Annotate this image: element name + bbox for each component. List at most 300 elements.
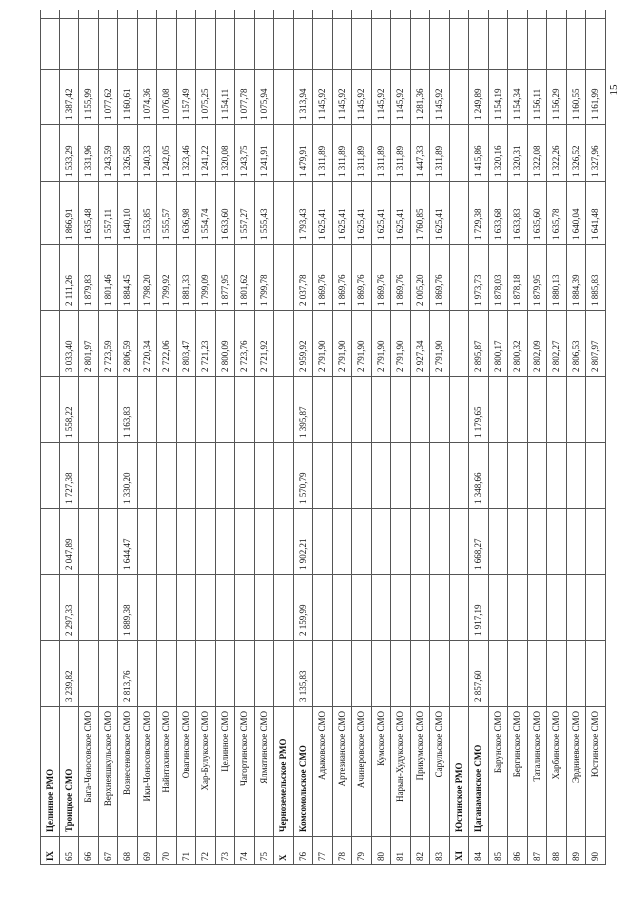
municipality-name-cell: Чагортинское СМО (235, 707, 254, 837)
table-row (489, 10, 509, 865)
value-cell: 2 791,90 (430, 311, 449, 377)
value-cell (450, 575, 469, 641)
value-cell (41, 575, 59, 641)
value-cell: 2 895,87 (469, 311, 488, 377)
municipality-name-cell: Ики-Чоносовское СМО (138, 707, 157, 837)
value-cell (41, 182, 59, 245)
value-cell (333, 509, 352, 575)
municipality-name-cell: Бергинское СМО (508, 707, 527, 837)
table-row (196, 10, 216, 865)
value-cell (255, 509, 274, 575)
value-cell (177, 377, 196, 443)
value-cell: 2 159,99 (294, 575, 313, 641)
value-cell: 1 322,26 (547, 125, 566, 182)
value-cell: 1 636,98 (177, 182, 196, 245)
row-number-cell: 70 (157, 837, 176, 865)
value-cell (586, 575, 605, 641)
value-cell: 1 625,41 (391, 182, 410, 245)
value-cell (313, 0, 332, 19)
value-cell: 1 395,87 (294, 377, 313, 443)
value-cell (60, 19, 79, 70)
value-cell (430, 19, 449, 70)
value-cell: 1 387,42 (60, 70, 79, 125)
value-cell (41, 509, 59, 575)
value-cell: 1 793,43 (294, 182, 313, 245)
value-cell: 1 557,27 (235, 182, 254, 245)
value-cell (430, 443, 449, 509)
value-cell: 2 801,97 (79, 311, 98, 377)
municipality-name-cell: Вознесеновское СМО (118, 707, 137, 837)
value-cell (372, 443, 391, 509)
value-cell (450, 641, 469, 707)
value-cell: 3 239,82 (60, 641, 79, 707)
value-cell: 1 799,78 (255, 245, 274, 311)
municipality-name-cell: Ачинеровское СМО (352, 707, 371, 837)
table-row (411, 10, 431, 865)
value-cell (274, 443, 293, 509)
value-cell (430, 0, 449, 19)
value-cell (567, 575, 586, 641)
value-cell (411, 377, 430, 443)
value-cell: 3 033,40 (60, 311, 79, 377)
value-cell (430, 641, 449, 707)
value-cell: 2 800,09 (216, 311, 235, 377)
value-cell (274, 377, 293, 443)
value-cell: 1 877,95 (216, 245, 235, 311)
value-cell: 1 625,41 (372, 182, 391, 245)
value-cell: 2 813,76 (118, 641, 137, 707)
value-cell: 1 799,09 (196, 245, 215, 311)
value-cell: 1 311,89 (352, 125, 371, 182)
value-cell: 2 802,09 (528, 311, 547, 377)
value-cell: 1 557,11 (99, 182, 118, 245)
row-number-cell: 67 (99, 837, 118, 865)
value-cell (196, 19, 215, 70)
municipality-name-cell: Юстинское СМО (586, 707, 605, 837)
value-cell (352, 377, 371, 443)
value-cell: 1 635,60 (528, 182, 547, 245)
value-cell (333, 377, 352, 443)
value-cell (274, 575, 293, 641)
value-cell: 2 047,89 (60, 509, 79, 575)
value-cell: 1 553,85 (138, 182, 157, 245)
value-cell: 1 330,20 (118, 443, 137, 509)
row-number-cell: 81 (391, 837, 410, 865)
table-row (547, 10, 567, 865)
value-cell (508, 19, 527, 70)
value-cell: 2 791,90 (313, 311, 332, 377)
table-row (586, 10, 606, 865)
value-cell (391, 575, 410, 641)
value-cell: 1 640,10 (118, 182, 137, 245)
value-cell (313, 377, 332, 443)
value-cell: 1 879,83 (79, 245, 98, 311)
value-cell: 1 625,41 (313, 182, 332, 245)
value-cell (99, 509, 118, 575)
value-cell: 1 644,47 (118, 509, 137, 575)
row-number-cell: 69 (138, 837, 157, 865)
value-cell: 1 320,16 (489, 125, 508, 182)
value-cell (528, 443, 547, 509)
table-row (508, 10, 528, 865)
value-cell: 1 156,11 (528, 70, 547, 125)
table-row (177, 10, 197, 865)
value-cell: 1 799,92 (157, 245, 176, 311)
value-cell (333, 19, 352, 70)
value-cell: 1 866,91 (60, 182, 79, 245)
value-cell (99, 0, 118, 19)
value-cell: 2 791,90 (333, 311, 352, 377)
value-cell (333, 641, 352, 707)
value-cell: 1 801,62 (235, 245, 254, 311)
municipality-name-cell: Эрдниевское СМО (567, 707, 586, 837)
value-cell (255, 0, 274, 19)
value-cell (450, 70, 469, 125)
value-cell (586, 377, 605, 443)
value-cell (489, 509, 508, 575)
row-number-cell: 77 (313, 837, 332, 865)
value-cell: 1 729,38 (469, 182, 488, 245)
value-cell: 1 973,73 (469, 245, 488, 311)
table-row (255, 10, 275, 865)
row-number-cell: 66 (79, 837, 98, 865)
table-row (333, 10, 353, 865)
value-cell: 1 902,21 (294, 509, 313, 575)
value-cell: 1 240,33 (138, 125, 157, 182)
value-cell (528, 641, 547, 707)
value-cell: 1 348,66 (469, 443, 488, 509)
value-cell: 1 625,41 (430, 182, 449, 245)
value-cell (411, 443, 430, 509)
value-cell: 1 668,27 (469, 509, 488, 575)
value-cell (586, 509, 605, 575)
table-row (313, 10, 333, 865)
value-cell: 1 869,76 (333, 245, 352, 311)
value-cell (157, 641, 176, 707)
value-cell (274, 125, 293, 182)
value-cell: 1 145,92 (372, 70, 391, 125)
value-cell: 2 791,90 (352, 311, 371, 377)
value-cell (235, 641, 254, 707)
value-cell (411, 641, 430, 707)
value-cell (313, 19, 332, 70)
value-cell: 2 806,59 (118, 311, 137, 377)
municipality-name-cell: Найнтахинское СМО (157, 707, 176, 837)
value-cell (391, 641, 410, 707)
value-cell (411, 509, 430, 575)
value-cell (216, 443, 235, 509)
value-cell (99, 443, 118, 509)
value-cell (450, 125, 469, 182)
value-cell (79, 0, 98, 19)
value-cell (274, 19, 293, 70)
value-cell (313, 443, 332, 509)
value-cell: 1 533,29 (60, 125, 79, 182)
value-cell (138, 19, 157, 70)
row-number-cell: 71 (177, 837, 196, 865)
value-cell (586, 0, 605, 19)
value-cell (489, 641, 508, 707)
value-cell: 1 869,76 (313, 245, 332, 311)
value-cell: 1 869,76 (430, 245, 449, 311)
value-cell (177, 0, 196, 19)
value-cell (41, 311, 59, 377)
value-cell: 1 157,49 (177, 70, 196, 125)
value-cell (430, 377, 449, 443)
value-cell (567, 641, 586, 707)
value-cell: 1 633,68 (489, 182, 508, 245)
value-cell (216, 19, 235, 70)
value-cell (235, 509, 254, 575)
value-cell (138, 443, 157, 509)
value-cell (235, 443, 254, 509)
value-cell (79, 377, 98, 443)
row-number-cell: 76 (294, 837, 313, 865)
value-cell: 1 884,39 (567, 245, 586, 311)
value-cell: 1 640,04 (567, 182, 586, 245)
value-cell (177, 509, 196, 575)
value-cell: 1 635,48 (79, 182, 98, 245)
table-row (294, 10, 314, 865)
value-cell (313, 575, 332, 641)
municipality-name-cell: Целинное РМО (41, 707, 59, 837)
row-number-cell: 75 (255, 837, 274, 865)
value-cell: 1 885,83 (586, 245, 605, 311)
table-row (391, 10, 411, 865)
row-number-cell: 82 (411, 837, 430, 865)
table-row (138, 10, 158, 865)
value-cell (333, 0, 352, 19)
municipality-name-cell: Хар-Булукское СМО (196, 707, 215, 837)
value-cell (547, 443, 566, 509)
value-cell (138, 641, 157, 707)
value-cell (372, 509, 391, 575)
value-cell (138, 0, 157, 19)
value-cell: 1 447,33 (411, 125, 430, 182)
value-cell: 1 880,13 (547, 245, 566, 311)
row-number-cell: 72 (196, 837, 215, 865)
value-cell: 1 554,74 (196, 182, 215, 245)
value-cell (99, 641, 118, 707)
value-cell (528, 575, 547, 641)
value-cell (586, 443, 605, 509)
value-cell: 1 241,91 (255, 125, 274, 182)
value-cell (235, 575, 254, 641)
value-cell: 1 727,38 (60, 443, 79, 509)
table-row (157, 10, 177, 865)
table-row (567, 10, 587, 865)
value-cell: 2 005,20 (411, 245, 430, 311)
value-cell (138, 575, 157, 641)
value-cell: 1 311,89 (430, 125, 449, 182)
value-cell (489, 377, 508, 443)
row-number-cell: 89 (567, 837, 586, 865)
value-cell (508, 377, 527, 443)
value-cell (41, 245, 59, 311)
value-cell (41, 70, 59, 125)
value-cell: 1 635,78 (547, 182, 566, 245)
table-row (60, 10, 80, 865)
table-group-row (40, 10, 60, 865)
value-cell (372, 641, 391, 707)
table-row (79, 10, 99, 865)
municipality-name-cell: Целинное СМО (216, 707, 235, 837)
row-number-cell: XI (450, 837, 469, 865)
value-cell (352, 641, 371, 707)
value-cell (255, 19, 274, 70)
value-cell (391, 0, 410, 19)
value-cell (274, 70, 293, 125)
value-cell: 1 163,83 (118, 377, 137, 443)
row-number-cell: 80 (372, 837, 391, 865)
value-cell: 1 075,94 (255, 70, 274, 125)
value-cell (294, 0, 313, 19)
value-cell: 1 156,29 (547, 70, 566, 125)
value-cell (196, 509, 215, 575)
value-cell (255, 575, 274, 641)
municipality-name-cell: Харбинское СМО (547, 707, 566, 837)
value-cell: 2 857,60 (469, 641, 488, 707)
value-cell (411, 575, 430, 641)
value-cell (391, 377, 410, 443)
value-cell: 1 160,55 (567, 70, 586, 125)
value-cell: 1 415,86 (469, 125, 488, 182)
row-number-cell: 65 (60, 837, 79, 865)
value-cell (450, 311, 469, 377)
value-cell: 1 154,34 (508, 70, 527, 125)
value-cell: 1 311,89 (391, 125, 410, 182)
municipality-name-cell: Троицкое СМО (60, 707, 79, 837)
table-group-row (274, 10, 294, 865)
value-cell: 1 558,22 (60, 377, 79, 443)
value-cell: 1 160,61 (118, 70, 137, 125)
value-cell: 1 145,92 (313, 70, 332, 125)
value-cell: 2 722,06 (157, 311, 176, 377)
value-cell: 1 878,18 (508, 245, 527, 311)
table-row (99, 10, 119, 865)
value-cell (547, 509, 566, 575)
table-row (528, 10, 548, 865)
municipality-name-cell: Таталинское СМО (528, 707, 547, 837)
value-cell: 1 884,45 (118, 245, 137, 311)
value-cell: 2 723,76 (235, 311, 254, 377)
value-cell: 1 327,96 (586, 125, 605, 182)
value-cell: 1 555,57 (157, 182, 176, 245)
row-number-cell: 84 (469, 837, 488, 865)
value-cell: 1 633,60 (216, 182, 235, 245)
value-cell: 1 625,41 (333, 182, 352, 245)
value-cell (547, 19, 566, 70)
value-cell (255, 443, 274, 509)
value-cell: 1 869,76 (372, 245, 391, 311)
municipality-name-cell: Барунское СМО (489, 707, 508, 837)
value-cell (430, 509, 449, 575)
row-number-cell: 73 (216, 837, 235, 865)
value-cell (333, 443, 352, 509)
value-cell: 2 037,78 (294, 245, 313, 311)
value-cell (41, 125, 59, 182)
municipality-name-cell: Черноземельское РМО (274, 707, 293, 837)
value-cell: 2 297,33 (60, 575, 79, 641)
value-cell (333, 575, 352, 641)
value-cell (372, 0, 391, 19)
value-cell (79, 443, 98, 509)
value-cell: 1 917,19 (469, 575, 488, 641)
value-cell: 1 145,92 (352, 70, 371, 125)
value-cell: 1 326,52 (567, 125, 586, 182)
value-cell: 1 311,89 (313, 125, 332, 182)
value-cell (177, 575, 196, 641)
value-cell (79, 641, 98, 707)
row-number-cell: 83 (430, 837, 449, 865)
value-cell: 3 135,83 (294, 641, 313, 707)
value-cell (411, 19, 430, 70)
municipality-name-cell: Цаганаманское СМО (469, 707, 488, 837)
value-cell: 1 249,89 (469, 70, 488, 125)
value-cell: 2 723,59 (99, 311, 118, 377)
row-number-cell: 78 (333, 837, 352, 865)
value-cell (274, 509, 293, 575)
value-cell (450, 245, 469, 311)
value-cell (196, 443, 215, 509)
value-cell: 2 800,17 (489, 311, 508, 377)
value-cell: 1 179,65 (469, 377, 488, 443)
value-cell (352, 19, 371, 70)
municipality-name-cell: Адыковское СМО (313, 707, 332, 837)
value-cell (41, 0, 59, 19)
row-number-cell: 90 (586, 837, 605, 865)
value-cell (274, 182, 293, 245)
value-cell (450, 443, 469, 509)
value-cell (508, 509, 527, 575)
value-cell: 2 807,97 (586, 311, 605, 377)
municipality-name-cell: Сарульское СМО (430, 707, 449, 837)
value-cell (586, 19, 605, 70)
value-cell (411, 0, 430, 19)
value-cell (508, 575, 527, 641)
value-cell (157, 509, 176, 575)
value-cell: 1 625,41 (352, 182, 371, 245)
value-cell (391, 509, 410, 575)
value-cell: 1 145,92 (333, 70, 352, 125)
value-cell (157, 575, 176, 641)
value-cell: 1 161,99 (586, 70, 605, 125)
value-cell (294, 19, 313, 70)
value-cell: 1 320,08 (216, 125, 235, 182)
value-cell (352, 443, 371, 509)
value-cell: 1 798,20 (138, 245, 157, 311)
value-cell: 1 479,91 (294, 125, 313, 182)
value-cell (99, 19, 118, 70)
value-cell: 2 806,53 (567, 311, 586, 377)
value-cell (60, 0, 79, 19)
value-cell (157, 0, 176, 19)
value-cell (469, 19, 488, 70)
value-cell (99, 377, 118, 443)
row-number-cell: 86 (508, 837, 527, 865)
value-cell (547, 641, 566, 707)
table-row (430, 10, 450, 865)
value-cell: 1 155,99 (79, 70, 98, 125)
value-cell (274, 311, 293, 377)
value-cell (567, 0, 586, 19)
value-cell: 1 243,75 (235, 125, 254, 182)
value-cell: 1 243,59 (99, 125, 118, 182)
value-cell (489, 575, 508, 641)
value-cell: 2 720,34 (138, 311, 157, 377)
value-cell (157, 19, 176, 70)
value-cell: 1 281,36 (411, 70, 430, 125)
